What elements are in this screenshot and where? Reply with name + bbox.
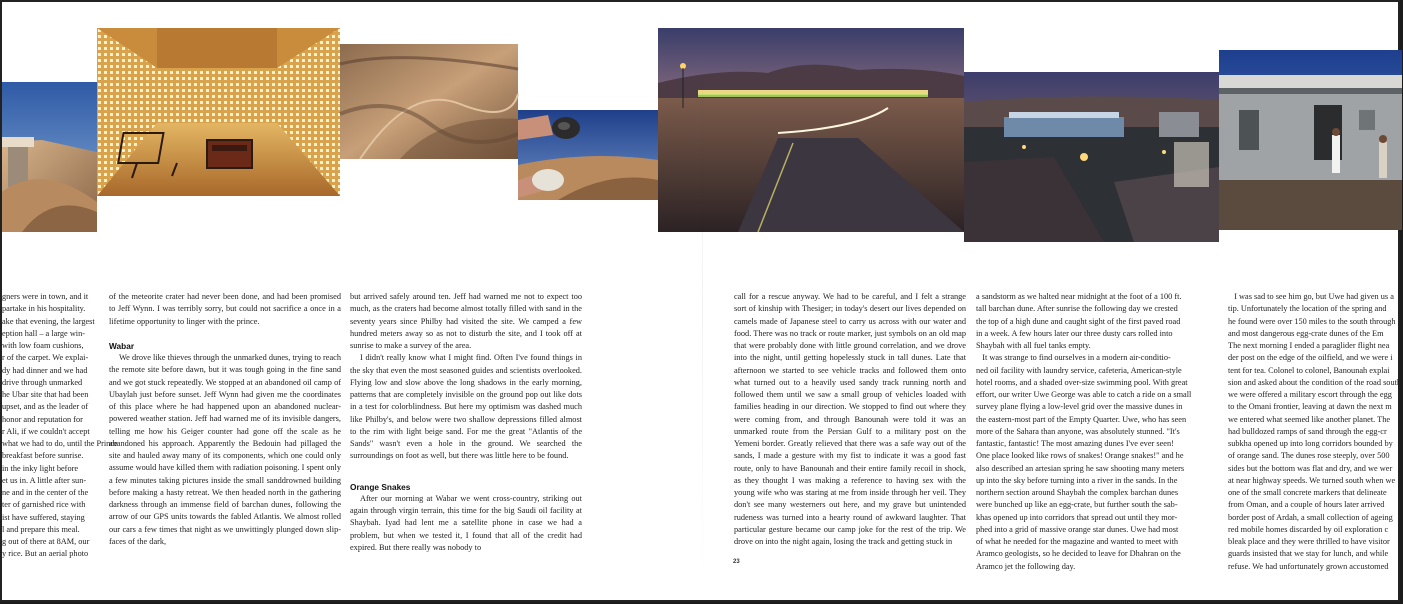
spine-gutter bbox=[702, 2, 703, 604]
col6-line: guards insisted that we stay for lunch, and while bbox=[1228, 549, 1389, 559]
col1-line: ne and in the center of the bbox=[2, 488, 89, 497]
col5-line: more of the Sahara than anyone, was absolutely stunned. "It's bbox=[976, 426, 1180, 436]
photo-hands-rocks bbox=[518, 110, 658, 200]
photo-desert-ruin bbox=[2, 82, 97, 232]
col6-line: refuse. We had unfortunately grown accustomed bbox=[1228, 561, 1389, 571]
col1-line: et us in. A little after sun- bbox=[2, 475, 87, 485]
col5-line: khas opened up into corridors that spread out until they mor- bbox=[976, 512, 1178, 522]
col5-line: a sandstorm as we halted near midnight at the foot of a 100 ft. bbox=[976, 292, 1182, 301]
col6-line: The next morning I ended a paraglider flight nea bbox=[1228, 341, 1390, 350]
col5-line: of what he needed for the magazine and wanted to meet with bbox=[976, 537, 1179, 546]
col1-line: gners were in town, and it bbox=[2, 292, 89, 301]
text-column-4 bbox=[734, 291, 966, 548]
col5-line: phed into a grid of massive orange star dunes. Uwe had most bbox=[976, 524, 1179, 534]
col5-line: in a week. A few hours later our three dusty cars rolled into bbox=[976, 328, 1173, 338]
col1-line: eption hall – a large win- bbox=[2, 328, 86, 338]
col1-line: r Ali, if we couldn't accept bbox=[2, 426, 90, 436]
text-column-3 bbox=[350, 291, 582, 554]
col1-line: ist have suffered, staying bbox=[2, 512, 85, 522]
col3-paragraph-3: After our morning at Wabar we went cross-country, striking out again through virgin terrain, this time for the big Saudi oil facility at Shaybah. Iyad had lent me a satellite phone in case we had a problem, but when we tested it, I found that all of the credit had expired. But there really was nobody to bbox=[350, 493, 582, 552]
col5-line: the top of a high dune and caught sight of the first paved road bbox=[976, 316, 1181, 326]
col6-line: he found were over 150 miles to the south through bbox=[1228, 316, 1396, 326]
text-column-1 bbox=[2, 291, 118, 561]
col1-line: what we had to do, until the Prince bbox=[2, 439, 118, 448]
photo-lattice-room bbox=[97, 28, 340, 196]
col6-line: bleak place and they were thrilled to have visitor bbox=[1228, 537, 1390, 546]
col4-paragraph-1: call for a rescue anyway. We had to be careful, and I felt a strange sort of kinship with Thesiger; in today's desert our lives depended on camels made of Japanese steel to carry us across with our water and food. There was no track or route marker, just symbols on an old map that were probably done with little ground correlation, and we drove into the night, until getting hopelessly stuck in tall dunes. Late that afternoon we started to see vehicle tracks and followed them onto what turned out to a heavily used sandy track running north and followed them until we saw a small group of vehicles loaded with families heading in our direction. We stopped to find out where they were coming from, and through Banounah were told it was an unmarked route from the Persian Gulf to a military post on the Yemeni border. Greatly relieved that there was a safe way out of the sands, I made a gesture with my fist to indicate it was a good fast route, only to have Banounah and their entire family recoil in shock, as they thought I was making a reference to having sex with the young wife who was staring at me from inside through her veil. They don't see many westerners out here, and my grave but unintended rudeness was turned into a hearty round of awkward laughter. That particular gesture became our camp joke for the rest of the trip. We drove on into the night again, losing the track and getting stuck in bbox=[734, 292, 966, 546]
col5-line: Shaybah with all fuel tanks empty. bbox=[976, 341, 1091, 350]
col6-line: we entered what seemed like another planet. The bbox=[1228, 414, 1391, 424]
col6-line: I was sad to see him go, but Uwe had given us a bbox=[1228, 292, 1394, 301]
col5-line: also described an artesian spring he saw shooting many meters bbox=[976, 463, 1185, 473]
photo-shaybah-compound bbox=[964, 72, 1219, 242]
col1-line: ter of garnished rice with bbox=[2, 500, 86, 510]
col6-line: border post of Ardah, a small collection of ageing bbox=[1228, 512, 1393, 522]
col5-line: ned oil facility with laundry service, cafeteria, American-style bbox=[976, 365, 1182, 375]
col6-line: red mobile homes discarded by oil exploration c bbox=[1228, 524, 1389, 534]
col1-line: he Ubar site that had been bbox=[2, 390, 89, 399]
col5-line: Aramco jet the following day. bbox=[976, 561, 1076, 571]
col2-paragraph-2: We drove like thieves through the unmarked dunes, trying to reach the remote site before dawn, but it was tough going in the fine sand and we got stuck repeatedly. We stopped at an abandoned oil camp of Ubaylah just before sunset. Jeff Wynn had given me the coordinates of this place where he had happened upon an abandoned nuclear-powered weather station. Jeff had warned me of its invisible dangers, telling me how his Geiger counter had gone off the scale as he abandoned his approach. Apparently the Bedouin had pillaged the site and hauled away many of its components, which one could only assume would have killed them with radiation poisoning. I spent only a few minutes taking pictures inside the small sanddrowned building before making a hasty retreat. We then headed north in the gathering darkness through an immense field of barchan dunes, following the arrow of our GPS units towards the fabled Atlantis. We almost rolled our cars a few times that night as we unwittingly plunged down slip-faces of the dark, bbox=[109, 353, 341, 546]
col1-line: l and prepare this meal. bbox=[2, 524, 80, 534]
col3-paragraph-1: but arrived safely around ten. Jeff had warned me not to expect too much, as the craters had become almost totally filled with sand in the seventy years since Philby had visited the site. We camped a few hundred meters away so as not to disturb the site, and I took off at sunrise to make a survey of the area. bbox=[350, 292, 582, 350]
col6-line: subkha opened up into long corridors bounded by bbox=[1228, 439, 1393, 448]
col1-line: with low foam cushions, bbox=[2, 341, 84, 350]
col1-line: drive through unmarked bbox=[2, 377, 83, 387]
col5-line: It was strange to find ourselves in a modern air-conditio- bbox=[976, 353, 1171, 363]
photo-portable-buildings bbox=[1219, 50, 1402, 230]
text-column-2 bbox=[109, 291, 341, 548]
text-column-6 bbox=[1218, 291, 1402, 573]
col5-line: tall barchan dune. After sunrise the following day we crested bbox=[976, 304, 1178, 314]
col6-line: we were offered a military escort through the egg bbox=[1228, 390, 1392, 399]
col1-line: honor and reputation for bbox=[2, 414, 83, 424]
heading-orange-snakes: Orange Snakes bbox=[350, 481, 411, 492]
col1-line: upset, and as the leader of bbox=[2, 402, 89, 412]
col5-line: effort, our writer Uwe George was able to catch a ride on a small bbox=[976, 390, 1192, 399]
photo-oil-facility-night bbox=[658, 28, 964, 232]
col1-line: breakfast before sunrise. bbox=[2, 451, 84, 461]
col6-line: of orange sand. The dunes rose steeply, over 500 bbox=[1228, 451, 1390, 461]
col1-line: partake in his hospitality. bbox=[2, 304, 86, 314]
photo-dunes-aerial bbox=[340, 44, 518, 159]
col6-line: der post on the edge of the oilfield, and we were i bbox=[1228, 353, 1393, 363]
col5-line: survey plane flying a low-level grid over the massive dunes in bbox=[976, 402, 1183, 412]
col6-line: and most dangerous egg-crate dunes of the Em bbox=[1228, 328, 1384, 338]
page-number: 23 bbox=[733, 559, 740, 565]
col5-line: fantastic, fantastic! The most amazing dunes I've ever seen! bbox=[976, 439, 1174, 448]
col2-paragraph-1: of the meteorite crater had never been done, and had been promised to Jeff Wynn. I was terribly sorry, but could not sacrifice a once in a lifetime opportunity to linger with the prince. bbox=[109, 292, 341, 326]
col6-line: tip. Unfortunately the location of the spring and bbox=[1228, 304, 1387, 314]
col1-line: g out of there at 8AM, our bbox=[2, 537, 90, 546]
text-column-5 bbox=[976, 291, 1208, 573]
col5-line: up into the sky before turning into a river in the sands. In the bbox=[976, 475, 1178, 485]
col6-line: sides but the bottom was flat and dry, and we wer bbox=[1228, 463, 1393, 473]
col1-line: dy had dinner and we had bbox=[2, 365, 88, 375]
col5-line: northern section around Shaybah the complex barchan dunes bbox=[976, 488, 1179, 497]
col6-line: had bulldozed ramps of sand through the egg-cr bbox=[1228, 426, 1387, 436]
col6-line: from Oman, and a couple of hours later arrived bbox=[1228, 500, 1385, 510]
col3-paragraph-2: I didn't really know what I might find. Often I've found things in the sky that even the most seasoned guides and scientists overlooked. Flying low and slow above the long shadows in the early morning, patterns that are completely invisible on the ground pop out like dots in a test for colorblindness. But here my optimism was dashed much like Philby's, and below were two shallow depressions filled almost to the rim with light beige sand. For me the great "Atlantis of the Sands" wasn't even a hole in the ground. We searched the surroundings on foot as well, but there was little here to be found. bbox=[350, 353, 582, 461]
heading-wabar: Wabar bbox=[109, 340, 135, 351]
col5-line: Aramco geologists, so he decided to leave for Dhahran on the bbox=[976, 549, 1181, 559]
col5-line: One place looked like rows of snakes! Orange snakes!" and he bbox=[976, 451, 1184, 461]
col6-line: tent for tea. Colonel to colonel, Banounah explai bbox=[1228, 365, 1390, 375]
col6-line: one of the small concrete markers that delineate bbox=[1228, 488, 1387, 497]
col1-line: r of the carpet. We explai- bbox=[2, 353, 89, 363]
col6-line: at near highway speeds. We turned south when we bbox=[1228, 475, 1396, 485]
col1-line: in the inky light before bbox=[2, 463, 79, 473]
col1-line: y rice. But an aerial photo bbox=[2, 549, 89, 559]
col6-line: to the Omani frontier, leaving at dawn the next m bbox=[1228, 402, 1392, 412]
col5-line: were bunched up like an egg-crate, but further south the sab- bbox=[976, 500, 1178, 510]
col1-line: ake that evening, the largest bbox=[2, 316, 95, 326]
col5-line: the eastern-most part of the Empty Quarter. Uwe, who has seen bbox=[976, 414, 1187, 424]
col6-line: sion and asked about the condition of the road south. bbox=[1228, 377, 1403, 387]
col5-line: hotel rooms, and a shaded over-size swimming pool. With great bbox=[976, 377, 1188, 387]
